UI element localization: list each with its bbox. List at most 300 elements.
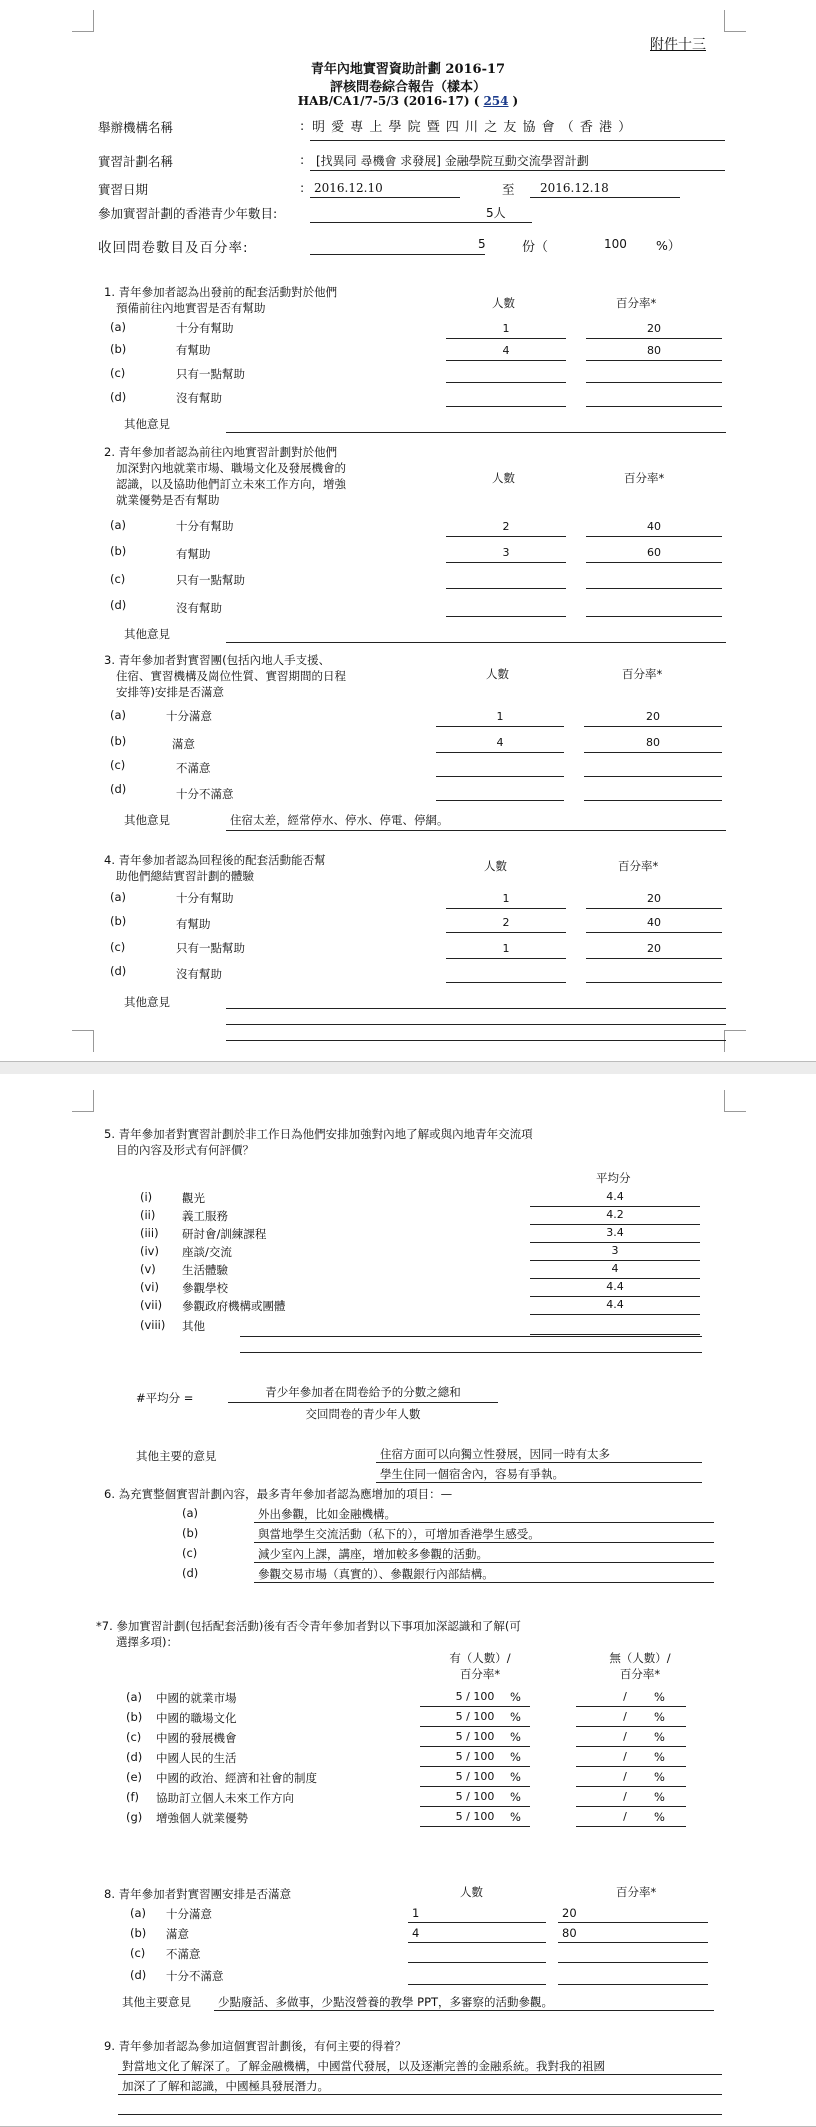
q8-other-text: 少點廢話、多做事，少點沒營養的教學 PPT，多審察的活動參觀。	[218, 1995, 554, 2009]
q7-row-yes-pct: %	[510, 1770, 521, 1784]
q8-row-percent: 20	[562, 1906, 577, 1920]
q7-row-code: (a)	[126, 1690, 143, 1704]
q5-row-code: (v)	[140, 1262, 156, 1276]
q2-title-line1: 2. 青年參加者認為前往內地實習計劃對於他們	[104, 445, 338, 459]
q2-people-header: 人數	[492, 471, 515, 485]
q3-other-label: 其他意見	[124, 813, 170, 827]
q1-row-a-percent: 20	[647, 322, 661, 335]
q1-row-d-code: (d)	[110, 390, 127, 404]
underline	[420, 1766, 530, 1767]
q5-row-score: 4.4	[606, 1280, 624, 1293]
q5-other-line1: 住宿方面可以向獨立性發展，因同一時有太多	[380, 1447, 610, 1461]
underline	[586, 958, 722, 959]
q5-row-label: 義工服務	[182, 1209, 228, 1223]
underline	[254, 1522, 714, 1523]
q4-row-c-code: (c)	[110, 940, 126, 954]
q7-row-no-pct: %	[654, 1750, 665, 1764]
q3-row-a-percent: 20	[646, 710, 660, 723]
q5-row-score: 4.2	[606, 1208, 624, 1221]
q7-row-no-pct: %	[654, 1690, 665, 1704]
doc-title: 青年內地實習資助計劃 2016-17	[310, 62, 506, 77]
underline	[310, 170, 725, 171]
q4-row-b-label: 有幫助	[176, 917, 211, 931]
q4-row-d-code: (d)	[110, 964, 127, 978]
q5-row-label: 參觀政府機構或團體	[182, 1299, 286, 1313]
q2-percent-header: 百分率*	[624, 471, 665, 485]
q9-answer-line2: 加深了了解和認識，中國極具發展潛力。	[122, 2079, 329, 2093]
q7-title-line1: *7. 參加實習計劃(包括配套活動)後有否令青年參加者對以下事項加深認識和了解(可	[96, 1619, 521, 1633]
underline	[310, 254, 485, 255]
underline	[558, 1942, 708, 1943]
underline	[376, 1482, 702, 1483]
q1-row-c-label: 只有一點幫助	[176, 367, 245, 381]
underline	[310, 222, 532, 223]
q2-row-a-percent: 40	[647, 520, 661, 533]
q5-row-label: 觀光	[182, 1191, 205, 1205]
q1-row-a-code: (a)	[110, 320, 127, 334]
underline	[558, 1922, 708, 1923]
q1-row-a-count: 1	[502, 322, 510, 335]
q7-row-no-pct: %	[654, 1770, 665, 1784]
q3-row-a-label: 十分滿意	[166, 709, 212, 723]
underline	[586, 932, 722, 933]
q6-item-text: 減少室內上課，講座，增加較多參觀的活動。	[258, 1547, 488, 1561]
margin-corner-mark	[724, 10, 746, 32]
doc-subtitle: 評核問卷綜合報告（樣本）	[329, 80, 486, 95]
q6-item-text: 外出參觀，比如金融機構。	[258, 1507, 396, 1521]
q5-other-line2: 學生住同一個宿舍內，容易有爭執。	[380, 1467, 564, 1481]
q1-other-label: 其他意見	[124, 417, 170, 431]
underline	[446, 382, 566, 383]
q4-title-line1: 4. 青年參加者認為回程後的配套活動能否幫	[104, 853, 326, 867]
underline	[576, 1766, 686, 1767]
underline	[558, 1962, 708, 1963]
program-value: [找異同 尋機會 求發展] 金融學院互動交流學習計劃	[316, 154, 589, 168]
q4-row-c-label: 只有一點幫助	[176, 941, 245, 955]
underline	[214, 2010, 714, 2011]
q4-percent-header: 百分率*	[618, 859, 659, 873]
q4-title-line2: 助他們總結實習計劃的體驗	[116, 869, 254, 883]
q3-row-a-count: 1	[496, 710, 504, 723]
returned-label: 收回問卷數目及百分率:	[98, 240, 249, 256]
underline	[584, 726, 722, 727]
underline	[254, 1562, 714, 1563]
q8-row-count: 1	[412, 1906, 420, 1920]
q7-row-yes: 5 / 100	[455, 1710, 495, 1723]
q3-people-header: 人數	[486, 667, 509, 681]
underline	[310, 140, 725, 141]
underline	[226, 1040, 726, 1041]
colon: :	[300, 180, 305, 195]
underline	[584, 752, 722, 753]
margin-corner-mark	[72, 10, 94, 32]
q5-row-label: 座談/交流	[182, 1245, 232, 1259]
underline	[576, 1706, 686, 1707]
underline	[254, 1582, 714, 1583]
underline	[576, 1746, 686, 1747]
q1-row-b-label: 有幫助	[176, 343, 211, 357]
q5-formula-denominator: 交回問卷的青少年人數	[305, 1407, 421, 1421]
underline	[446, 616, 566, 617]
q7-row-no-pct: %	[654, 1710, 665, 1724]
underline	[408, 1962, 546, 1963]
underline	[226, 1024, 726, 1025]
date-to: 2016.12.18	[540, 181, 609, 195]
date-to-label: 至	[502, 182, 515, 197]
underline	[420, 1786, 530, 1787]
q3-row-a-code: (a)	[110, 708, 127, 722]
margin-corner-mark	[724, 1030, 746, 1052]
annex-label: 附件十三	[650, 37, 706, 53]
q9-answer-line1: 對當地文化了解深了。了解金融機構，中國當代發展，以及逐漸完善的金融系統。我對我的祖國	[122, 2059, 605, 2073]
q4-row-b-percent: 40	[647, 916, 661, 929]
q5-row-code: (iii)	[140, 1226, 159, 1240]
q7-row-no-pct: %	[654, 1730, 665, 1744]
q7-row-yes-pct: %	[510, 1790, 521, 1804]
q7-row-label: 中國的發展機會	[156, 1731, 237, 1745]
q8-row-code: (c)	[130, 1946, 146, 1960]
q7-row-no-pct: %	[654, 1810, 665, 1824]
underline	[420, 1726, 530, 1727]
underline	[226, 1008, 726, 1009]
q7-row-yes: 5 / 100	[455, 1690, 495, 1703]
q8-row-percent: 80	[562, 1926, 577, 1940]
ref-suffix: )	[512, 94, 519, 108]
q4-row-b-count: 2	[502, 916, 510, 929]
q5-row-score: 3.4	[606, 1226, 624, 1239]
q3-row-d-label: 十分不滿意	[176, 787, 234, 801]
q2-row-a-label: 十分有幫助	[176, 519, 234, 533]
q8-row-label: 不滿意	[166, 1947, 201, 1961]
underline	[408, 1922, 546, 1923]
q8-row-label: 十分不滿意	[166, 1969, 224, 1983]
q2-row-d-code: (d)	[110, 598, 127, 612]
q5-title-line2: 目的內容及形式有何評價？	[116, 1143, 254, 1157]
q2-title-line3: 認識，以及協助他們訂立未來工作方向，增強	[116, 477, 346, 491]
org-value: 明 愛 專 上 學 院 暨 四 川 之 友 協 會 （ 香 港 ）	[312, 120, 633, 135]
underline	[558, 1984, 708, 1985]
underline	[586, 616, 722, 617]
q5-other-label: 其他主要的意見	[136, 1449, 217, 1463]
q7-row-yes: 5 / 100	[455, 1810, 495, 1823]
underline	[576, 1806, 686, 1807]
q6-item-code: (b)	[182, 1526, 199, 1540]
q8-people-header: 人數	[460, 1885, 483, 1899]
underline	[436, 800, 564, 801]
q5-row-label: 其他	[182, 1319, 205, 1333]
q7-row-yes-pct: %	[510, 1730, 521, 1744]
underline	[586, 908, 722, 909]
participants-label: 參加實習計劃的香港青少年數目:	[98, 206, 278, 221]
underline	[240, 1352, 702, 1353]
q7-row-code: (b)	[126, 1710, 143, 1724]
q3-row-c-label: 不滿意	[176, 761, 211, 775]
q6-item-code: (c)	[182, 1546, 198, 1560]
ref-prefix: HAB/CA1/7-5/3 (2016-17) (	[297, 94, 480, 108]
org-label: 舉辦機構名稱	[98, 120, 174, 135]
q6-item-text: 參觀交易市場（真實的）、參觀銀行內部結構。	[258, 1567, 494, 1581]
underline	[586, 562, 722, 563]
q1-percent-header: 百分率*	[616, 296, 657, 310]
q4-row-a-code: (a)	[110, 890, 127, 904]
underline	[420, 1706, 530, 1707]
q3-percent-header: 百分率*	[622, 667, 663, 681]
q5-row-code: (vi)	[140, 1280, 159, 1294]
ref-number: 254	[483, 94, 509, 108]
q7-no-header2: 百分率*	[619, 1667, 661, 1681]
program-label: 實習計劃名稱	[98, 154, 174, 169]
q7-row-no-pct: %	[654, 1790, 665, 1804]
q2-row-c-label: 只有一點幫助	[176, 573, 245, 587]
q3-row-b-label: 滿意	[172, 737, 195, 751]
underline	[586, 982, 722, 983]
q7-row-label: 增強個人就業優勢	[156, 1811, 248, 1825]
q3-title-line1: 3. 青年參加者對實習團(包括內地人手支援、	[104, 653, 331, 667]
q4-row-c-count: 1	[502, 942, 510, 955]
q2-row-b-count: 3	[502, 546, 510, 559]
underline	[530, 1206, 700, 1207]
q5-row-score: 3	[611, 1244, 619, 1257]
underline	[586, 406, 722, 407]
underline	[226, 642, 726, 643]
q3-row-b-code: (b)	[110, 734, 127, 748]
q7-row-code: (d)	[126, 1750, 143, 1764]
q2-row-a-count: 2	[502, 520, 510, 533]
returned-percent: 100	[604, 237, 627, 251]
underline	[530, 1296, 700, 1297]
q4-people-header: 人數	[484, 859, 507, 873]
q7-row-label: 中國的職場文化	[156, 1711, 237, 1725]
underline	[586, 382, 722, 383]
q4-row-d-label: 沒有幫助	[176, 967, 222, 981]
q7-yes-header2: 百分率*	[459, 1667, 501, 1681]
q7-row-yes-pct: %	[510, 1810, 521, 1824]
q3-row-d-code: (d)	[110, 782, 127, 796]
q7-row-no: /	[623, 1770, 627, 1783]
underline	[586, 338, 722, 339]
underline	[408, 1942, 546, 1943]
q5-row-score: 4.4	[606, 1190, 624, 1203]
underline	[376, 1462, 702, 1463]
q8-row-count: 4	[412, 1926, 420, 1940]
underline	[530, 1260, 700, 1261]
underline	[530, 1334, 700, 1335]
q7-row-yes: 5 / 100	[455, 1770, 495, 1783]
underline	[446, 536, 566, 537]
q8-row-code: (a)	[130, 1906, 147, 1920]
q7-row-no: /	[623, 1730, 627, 1743]
participants-value: 5人	[486, 206, 506, 220]
q7-row-yes: 5 / 100	[455, 1750, 495, 1763]
colon: :	[300, 152, 305, 167]
underline	[420, 1746, 530, 1747]
q7-row-code: (f)	[126, 1790, 140, 1804]
underline	[530, 1278, 700, 1279]
q4-row-a-label: 十分有幫助	[176, 891, 234, 905]
q7-yes-header1: 有（人數）/	[449, 1651, 511, 1665]
q7-row-no: /	[623, 1690, 627, 1703]
q3-title-line3: 安排等)安排是否滿意	[116, 685, 224, 699]
q4-row-c-percent: 20	[647, 942, 661, 955]
q7-row-code: (g)	[126, 1810, 143, 1824]
underline	[118, 2094, 722, 2095]
returned-unit: 份（	[522, 240, 549, 255]
q2-row-b-percent: 60	[647, 546, 661, 559]
underline	[446, 982, 566, 983]
page-1	[0, 0, 816, 1062]
q3-title-line2: 住宿、實習機構及崗位性質、實習期間的日程	[116, 669, 346, 683]
date-label: 實習日期	[98, 182, 149, 197]
underline	[226, 830, 726, 831]
q2-other-label: 其他意見	[124, 627, 170, 641]
q1-row-b-count: 4	[502, 344, 510, 357]
q5-row-code: (viii)	[140, 1318, 166, 1332]
q8-percent-header: 百分率*	[616, 1885, 657, 1899]
underline	[118, 2114, 722, 2115]
q1-title-line2: 預備前往內地實習是否有幫助	[116, 301, 266, 315]
q5-row-score: 4	[611, 1262, 619, 1275]
q2-row-d-label: 沒有幫助	[176, 601, 222, 615]
q8-other-label: 其他主要意見	[122, 1995, 191, 2009]
q7-row-label: 中國的就業市場	[156, 1691, 237, 1705]
q2-row-c-code: (c)	[110, 572, 126, 586]
q1-row-c-code: (c)	[110, 366, 126, 380]
underline	[446, 908, 566, 909]
q7-title-line2: 選擇多項)：	[116, 1635, 178, 1649]
colon: :	[300, 118, 305, 133]
q7-row-no: /	[623, 1750, 627, 1763]
q8-row-label: 十分滿意	[166, 1907, 212, 1921]
q4-row-a-percent: 20	[647, 892, 661, 905]
q8-row-label: 滿意	[166, 1927, 189, 1941]
q1-row-b-code: (b)	[110, 342, 127, 356]
underline	[446, 360, 566, 361]
q4-other-label: 其他意見	[124, 995, 170, 1009]
underline	[446, 338, 566, 339]
q7-no-header1: 無（人數）/	[609, 1651, 671, 1665]
underline	[584, 776, 722, 777]
fraction-bar	[228, 1402, 498, 1403]
underline	[420, 1826, 530, 1827]
underline	[586, 360, 722, 361]
q5-title-line1: 5. 青年參加者對實習計劃於非工作日為他們安排加強對內地了解或與內地青年交流項	[104, 1127, 533, 1141]
q7-row-no: /	[623, 1810, 627, 1823]
q7-row-label: 中國人民的生活	[156, 1751, 237, 1765]
q5-avg-header: 平均分	[596, 1171, 631, 1185]
q6-item-text: 與當地學生交流活動（私下的），可增加香港學生感受。	[258, 1527, 540, 1541]
underline	[576, 1786, 686, 1787]
q8-row-code: (d)	[130, 1968, 147, 1982]
underline	[576, 1826, 686, 1827]
underline	[310, 197, 460, 198]
q7-row-label: 中國的政治、經濟和社會的制度	[156, 1771, 317, 1785]
q2-title-line4: 就業優勢是否有幫助	[116, 493, 220, 507]
q3-row-b-percent: 80	[646, 736, 660, 749]
q7-row-no: /	[623, 1790, 627, 1803]
underline	[446, 588, 566, 589]
q4-row-b-code: (b)	[110, 914, 127, 928]
q2-row-b-label: 有幫助	[176, 547, 211, 561]
underline	[530, 1224, 700, 1225]
q7-row-yes-pct: %	[510, 1690, 521, 1704]
underline	[584, 800, 722, 801]
q6-item-code: (a)	[182, 1506, 199, 1520]
q5-row-label: 研討會/訓練課程	[182, 1227, 267, 1241]
underline	[530, 1314, 700, 1315]
returned-pct-sign: %）	[656, 238, 681, 253]
underline	[226, 432, 726, 433]
q7-row-code: (c)	[126, 1730, 142, 1744]
q5-formula-label: #平均分 =	[136, 1391, 194, 1405]
underline	[436, 726, 564, 727]
q5-formula-numerator: 青少年參加者在問卷給予的分數之總和	[265, 1385, 461, 1399]
q1-title-line1: 1. 青年參加者認為出發前的配套活動對於他們	[104, 285, 338, 299]
q4-row-a-count: 1	[502, 892, 510, 905]
underline	[240, 1336, 702, 1337]
date-from: 2016.12.10	[314, 181, 383, 195]
q6-title: 6. 為充實整個實習計劃內容，最多青年參加者認為應增加的項目：—	[104, 1487, 453, 1501]
q7-row-code: (e)	[126, 1770, 143, 1784]
q5-row-code: (iv)	[140, 1244, 159, 1258]
underline	[576, 1726, 686, 1727]
q9-title: 9. 青年參加者認為參加這個實習計劃後，有何主要的得着？	[104, 2039, 407, 2053]
underline	[436, 776, 564, 777]
q2-title-line2: 加深對內地就業市場、職場文化及發展機會的	[116, 461, 346, 475]
q2-row-b-code: (b)	[110, 544, 127, 558]
margin-corner-mark	[724, 1090, 746, 1112]
q7-row-yes-pct: %	[510, 1750, 521, 1764]
underline	[530, 197, 680, 198]
q7-row-yes-pct: %	[510, 1710, 521, 1724]
underline	[446, 562, 566, 563]
q3-comment: 住宿太差，經常停水、停水、停電、停網。	[230, 813, 449, 827]
underline	[530, 1242, 700, 1243]
q5-row-code: (vii)	[140, 1298, 163, 1312]
underline	[408, 1984, 546, 1985]
underline	[420, 1806, 530, 1807]
underline	[436, 752, 564, 753]
q7-row-no: /	[623, 1710, 627, 1723]
q3-row-c-code: (c)	[110, 758, 126, 772]
underline	[586, 536, 722, 537]
q3-row-b-count: 4	[496, 736, 504, 749]
q2-row-a-code: (a)	[110, 518, 127, 532]
q8-title: 8. 青年參加者對實習團安排是否滿意	[104, 1887, 292, 1901]
q5-row-code: (ii)	[140, 1208, 156, 1222]
q5-row-code: (i)	[140, 1190, 153, 1204]
q5-row-label: 生活體驗	[182, 1263, 228, 1277]
underline	[446, 932, 566, 933]
q7-row-yes: 5 / 100	[455, 1730, 495, 1743]
page-2	[0, 1074, 816, 2127]
doc-reference	[0, 94, 816, 108]
underline	[446, 406, 566, 407]
q1-row-d-label: 沒有幫助	[176, 391, 222, 405]
q1-row-b-percent: 80	[647, 344, 661, 357]
returned-count: 5	[478, 237, 486, 251]
q5-row-label: 參觀學校	[182, 1281, 228, 1295]
q1-people-header: 人數	[492, 296, 515, 310]
underline	[586, 588, 722, 589]
q7-row-yes: 5 / 100	[455, 1790, 495, 1803]
margin-corner-mark	[72, 1090, 94, 1112]
underline	[446, 958, 566, 959]
q1-row-a-label: 十分有幫助	[176, 321, 234, 335]
q7-row-label: 協助訂立個人未來工作方向	[156, 1791, 294, 1805]
underline	[118, 2074, 722, 2075]
margin-corner-mark	[72, 1030, 94, 1052]
q8-row-code: (b)	[130, 1926, 147, 1940]
